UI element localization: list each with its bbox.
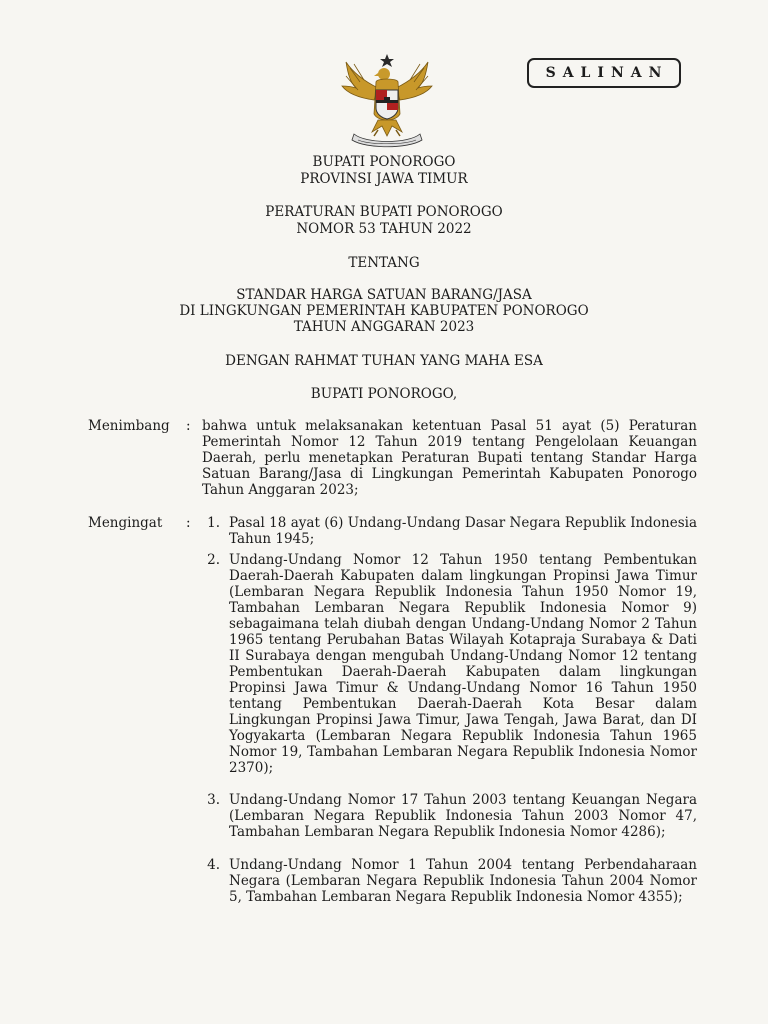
menimbang-label: Menimbang <box>88 418 170 434</box>
list-item: Undang-Undang Nomor 17 Tahun 2003 tentang Keuangan Negara (Lembaran Negara Republik Indonesia Tahun 2003 Nomor 47, Tambahan Lembaran Negara Republik Indonesia Nomor 4286); <box>229 792 697 840</box>
regulation-title: PERATURAN BUPATI PONOROGO <box>265 204 503 220</box>
list-item-number: 2. <box>207 552 220 568</box>
mengingat-colon: : <box>186 515 191 531</box>
mengingat-label: Mengingat <box>88 515 163 531</box>
regulation-subject-line: DI LINGKUNGAN PEMERINTAH KABUPATEN PONOROGO <box>179 303 589 319</box>
list-item: Undang-Undang Nomor 12 Tahun 1950 tentang Pembentukan Daerah-Daerah Kabupaten dalam lingkungan Propinsi Jawa Timur (Lembaran Negara Republik Indonesia Tahun 1950 Nomor 19, Tambahan Lembaran Negara Republik Indonesia Nomor 9) sebagaimana telah diubah dengan Undang-Undang Nomor 2 Tahun 1965 tentang Perubahan Batas Wilayah Kotapraja Surabaya & Dati II Surabaya dengan mengubah Undang-Undang Nomor 12 tentang Pembentukan Daerah-Daerah Kabupaten dalam lingkungan Propinsi Jawa Timur & Undang-Undang Nomor 16 Tahun 1950 tentang Pembentukan Daerah-Daerah Kota Besar dalam Lingkungan Propinsi Jawa Timur, Jawa Tengah, Jawa Barat, dan DI Yogyakarta (Lembaran Negara Republik Indonesia Tahun 1965 Nomor 19, Tambahan Lembaran Negara Republik Indonesia Nomor 2370); <box>229 552 697 776</box>
regulation-number: NOMOR 53 TAHUN 2022 <box>296 221 472 237</box>
regulation-about: TENTANG <box>348 255 420 271</box>
list-item: Pasal 18 ayat (6) Undang-Undang Dasar Negara Republik Indonesia Tahun 1945; <box>229 515 697 547</box>
list-item-number: 1. <box>207 515 220 531</box>
garuda-emblem-icon <box>336 52 438 150</box>
signatory-heading: BUPATI PONOROGO, <box>310 386 458 402</box>
invocation: DENGAN RAHMAT TUHAN YANG MAHA ESA <box>225 353 543 369</box>
list-item-number: 3. <box>207 792 220 808</box>
menimbang-colon: : <box>186 418 191 434</box>
authority-heading: BUPATI PONOROGO <box>312 154 456 170</box>
list-item-number: 4. <box>207 857 220 873</box>
regulation-subject-line: TAHUN ANGGARAN 2023 <box>293 319 475 335</box>
salinan-stamp: SALINAN <box>527 58 681 88</box>
regulation-subject-line: STANDAR HARGA SATUAN BARANG/JASA <box>236 287 532 303</box>
province-heading: PROVINSI JAWA TIMUR <box>300 171 468 187</box>
list-item: Undang-Undang Nomor 1 Tahun 2004 tentang Perbendaharaan Negara (Lembaran Negara Republik Indonesia Tahun 2004 Nomor 5, Tambahan Lembaran Negara Republik Indonesia Nomor 4355); <box>229 857 697 905</box>
menimbang-text: bahwa untuk melaksanakan ketentuan Pasal 51 ayat (5) Peraturan Pemerintah Nomor 12 Tahun 2019 tentang Pengelolaan Keuangan Daerah, perlu menetapkan Peraturan Bupati tentang Standar Harga Satuan Barang/Jasa di Lingkungan Pemerintah Kabupaten Ponorogo Tahun Anggaran 2023; <box>202 418 697 498</box>
